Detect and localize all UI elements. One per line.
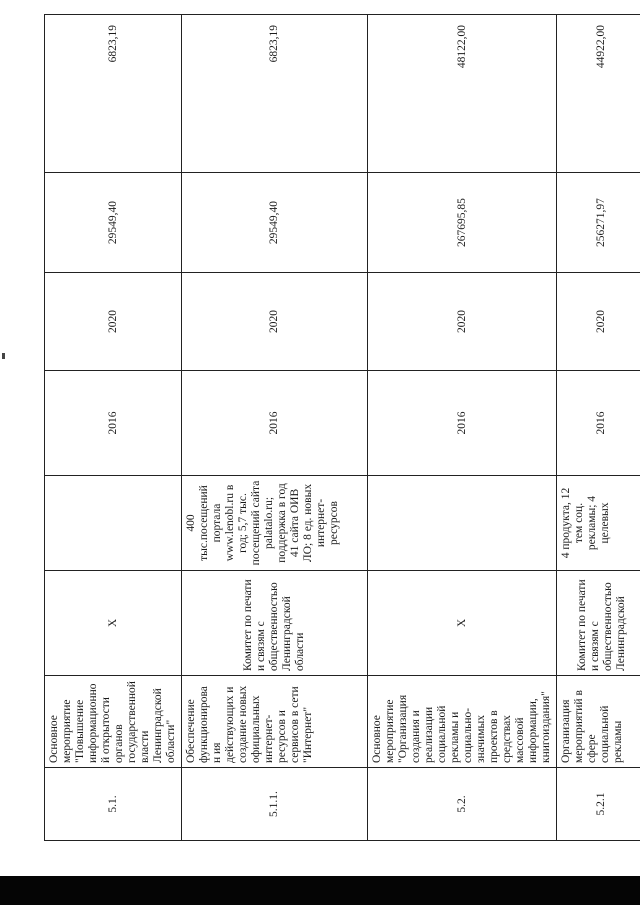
scan-edge-mark	[2, 353, 5, 359]
measure-name: Основное мероприятие "Повышение информационной открытости органов государственной власти Ленинградской области"	[45, 676, 182, 768]
row-number: 5.2.	[368, 768, 557, 841]
start-year: 2016	[557, 371, 640, 476]
result-cell: 400 тыс.посещений портала www.lenobl.ru в год; 5,7 тыс. посещений сайта palatalo.ru; поддержка в год 41 сайта ОИВ ЛО; 8 ед. новых интернет-ресурсов	[182, 476, 368, 571]
end-year: 2020	[368, 273, 557, 371]
start-year: 2016	[45, 371, 182, 476]
rotated-content	[44, 15, 627, 841]
executor-cell: Х	[368, 571, 557, 676]
measure-name: Основное мероприятие "Организация создания и реализации социальной рекламы и социально-значимых проектов в средствах массовой информации, книгоиздания"	[368, 676, 557, 768]
end-year: 2020	[557, 273, 640, 371]
row-number: 5.1.	[45, 768, 182, 841]
amount-year: 6823,19	[182, 15, 368, 173]
executor-cell: Комитет по печати и связям с общественностью Ленинградской	[557, 571, 640, 676]
table-row	[182, 15, 368, 841]
amount-year: 48122,00	[368, 15, 557, 173]
amount-total: 256271,97	[557, 173, 640, 273]
rotated-page	[44, 15, 627, 841]
row-number: 5.2.1	[557, 768, 640, 841]
row-number: 5.1.1.	[182, 768, 368, 841]
result-cell	[45, 476, 182, 571]
start-year: 2016	[182, 371, 368, 476]
amount-total: 29549,40	[182, 173, 368, 273]
amount-total: 267695,85	[368, 173, 557, 273]
scan-border-bar	[0, 876, 640, 905]
result-cell: 4 продукта, 12 тем соц. рекламы; 4 целевых	[557, 476, 640, 571]
table-row	[368, 15, 557, 841]
measure-name: Организация мероприятий в сфере социальной рекламы	[557, 676, 640, 768]
amount-year: 44922,00	[557, 15, 640, 173]
measure-name: Обеспечение функционирован ия действующих и создание новых официальных интернет-ресурсов и сервисов в сети "Интернет"	[182, 676, 368, 768]
end-year: 2020	[182, 273, 368, 371]
result-cell	[368, 476, 557, 571]
program-table	[44, 14, 640, 841]
amount-total: 29549,40	[45, 173, 182, 273]
amount-year: 6823,19	[45, 15, 182, 173]
executor-cell: Комитет по печати и связям с общественностью Ленинградской области	[182, 571, 368, 676]
executor-cell: Х	[45, 571, 182, 676]
end-year: 2020	[45, 273, 182, 371]
table-row	[557, 15, 640, 841]
start-year: 2016	[368, 371, 557, 476]
table-row	[45, 15, 182, 841]
